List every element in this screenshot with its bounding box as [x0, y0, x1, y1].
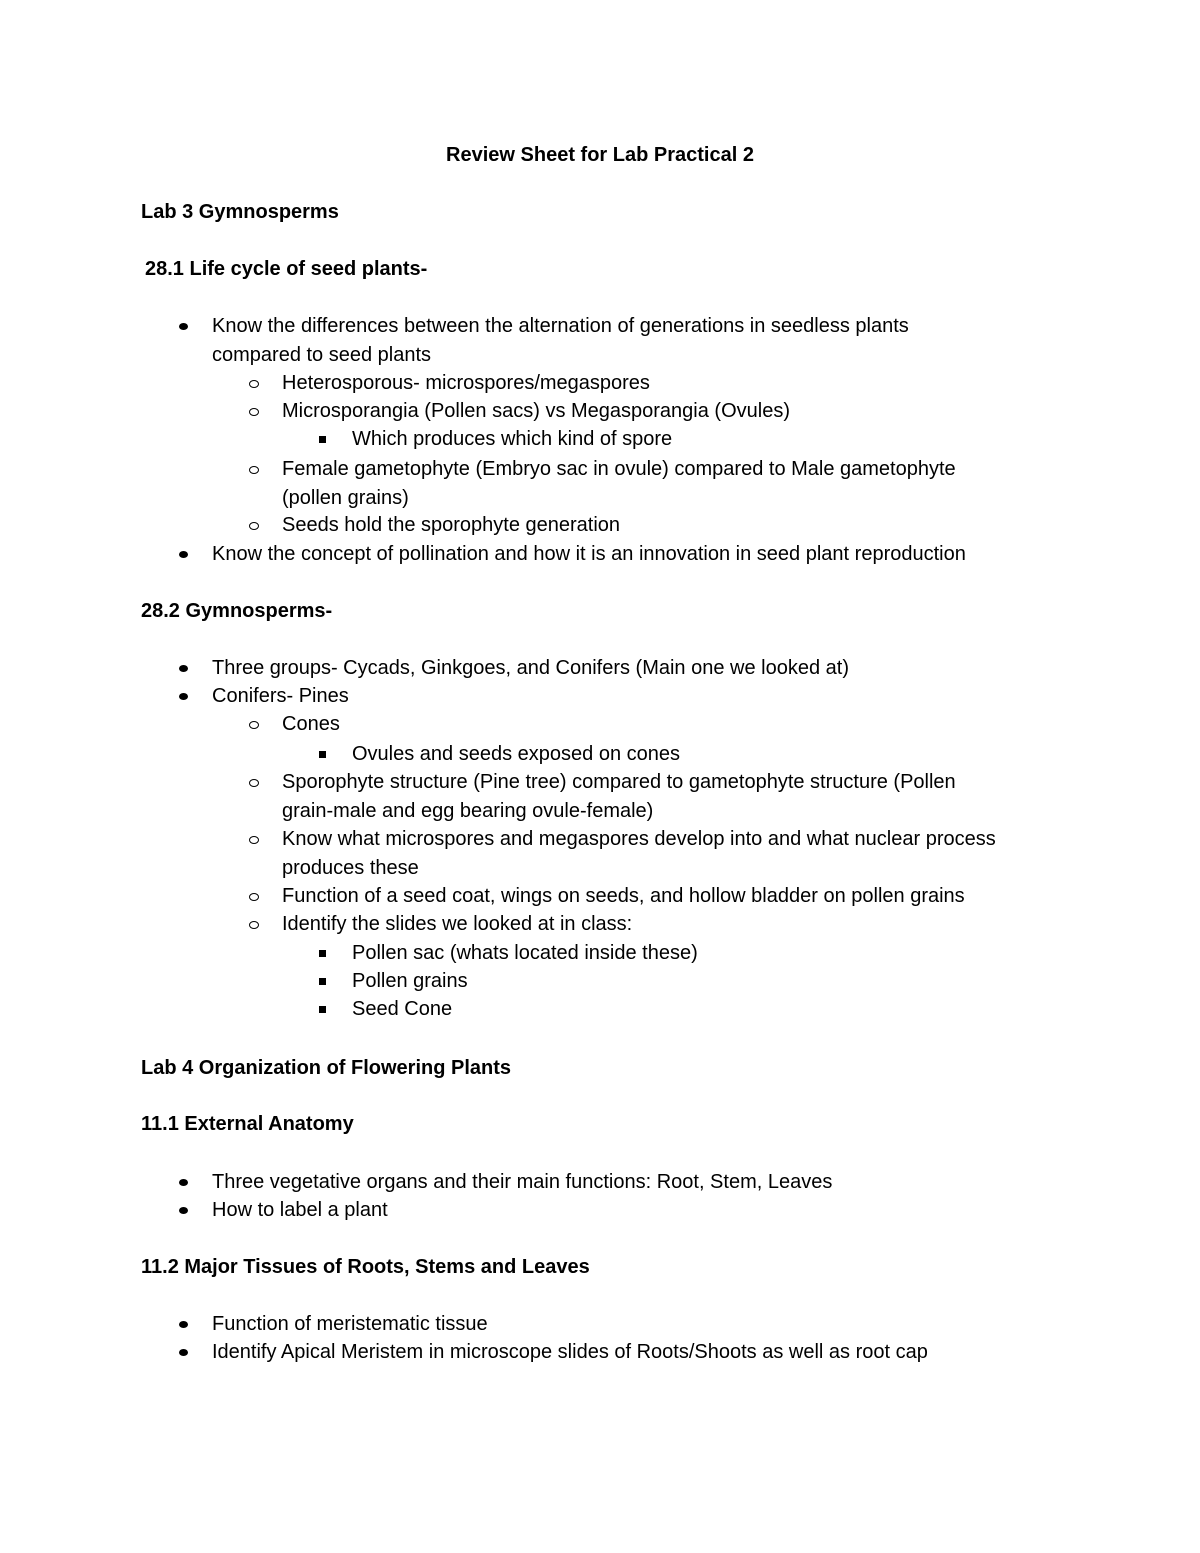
list-item: How to label a plant [212, 1196, 388, 1225]
bullet-icon [179, 551, 188, 558]
list-item: Function of a seed coat, wings on seeds, and hollow bladder on pollen grains [282, 882, 965, 911]
section-11-1-heading: 11.1 External Anatomy [141, 1113, 354, 1135]
bullet-icon [179, 1179, 188, 1186]
circle-bullet-icon [249, 779, 259, 787]
circle-bullet-icon [249, 466, 259, 474]
list-item: Three groups- Cycads, Ginkgoes, and Conifers (Main one we looked at) [212, 654, 849, 683]
square-bullet-icon [319, 950, 326, 957]
list-item: Identify Apical Meristem in microscope slides of Roots/Shoots as well as root cap [212, 1338, 928, 1367]
circle-bullet-icon [249, 522, 259, 530]
list-item: Seed Cone [352, 995, 452, 1024]
page-title: Review Sheet for Lab Practical 2 [446, 144, 754, 166]
list-item: Pollen grains [352, 967, 468, 996]
list-item: Identify the slides we looked at in class: [282, 910, 632, 939]
bullet-icon [179, 1349, 188, 1356]
list-item: Microsporangia (Pollen sacs) vs Megasporangia (Ovules) [282, 397, 790, 426]
lab4-heading: Lab 4 Organization of Flowering Plants [141, 1057, 512, 1079]
list-item: Sporophyte structure (Pine tree) compared to gametophyte structure (Pollen grain-male and egg bearing ovule-female) [282, 768, 956, 825]
list-item: Which produces which kind of spore [352, 425, 672, 454]
circle-bullet-icon [249, 921, 259, 929]
list-item: Ovules and seeds exposed on cones [352, 740, 680, 769]
list-item: Cones [282, 710, 340, 739]
circle-bullet-icon [249, 836, 259, 844]
list-item: Know what microspores and megaspores develop into and what nuclear process produces these [282, 825, 996, 882]
list-item: Function of meristematic tissue [212, 1310, 488, 1339]
section-11-2-heading: 11.2 Major Tissues of Roots, Stems and Leaves [141, 1256, 590, 1278]
square-bullet-icon [319, 751, 326, 758]
circle-bullet-icon [249, 721, 259, 729]
square-bullet-icon [319, 436, 326, 443]
list-item: Three vegetative organs and their main functions: Root, Stem, Leaves [212, 1168, 832, 1197]
lab3-heading: Lab 3 Gymnosperms [141, 201, 339, 223]
bullet-icon [179, 1321, 188, 1328]
section-28-1-heading: 28.1 Life cycle of seed plants- [145, 258, 428, 280]
circle-bullet-icon [249, 408, 259, 416]
bullet-icon [179, 323, 188, 330]
list-item: Heterosporous- microspores/megaspores [282, 369, 650, 398]
bullet-icon [179, 693, 188, 700]
circle-bullet-icon [249, 893, 259, 901]
bullet-icon [179, 665, 188, 672]
list-item: Pollen sac (whats located inside these) [352, 939, 698, 968]
bullet-icon [179, 1207, 188, 1214]
square-bullet-icon [319, 1006, 326, 1013]
section-28-2-heading: 28.2 Gymnosperms- [141, 600, 333, 622]
list-item: Know the differences between the alternation of generations in seedless plants compared to seed plants [212, 312, 909, 369]
list-item: Conifers- Pines [212, 682, 349, 711]
circle-bullet-icon [249, 380, 259, 388]
list-item: Seeds hold the sporophyte generation [282, 511, 620, 540]
list-item: Female gametophyte (Embryo sac in ovule) compared to Male gametophyte (pollen grains) [282, 455, 956, 512]
square-bullet-icon [319, 978, 326, 985]
list-item: Know the concept of pollination and how it is an innovation in seed plant reproduction [212, 540, 966, 569]
